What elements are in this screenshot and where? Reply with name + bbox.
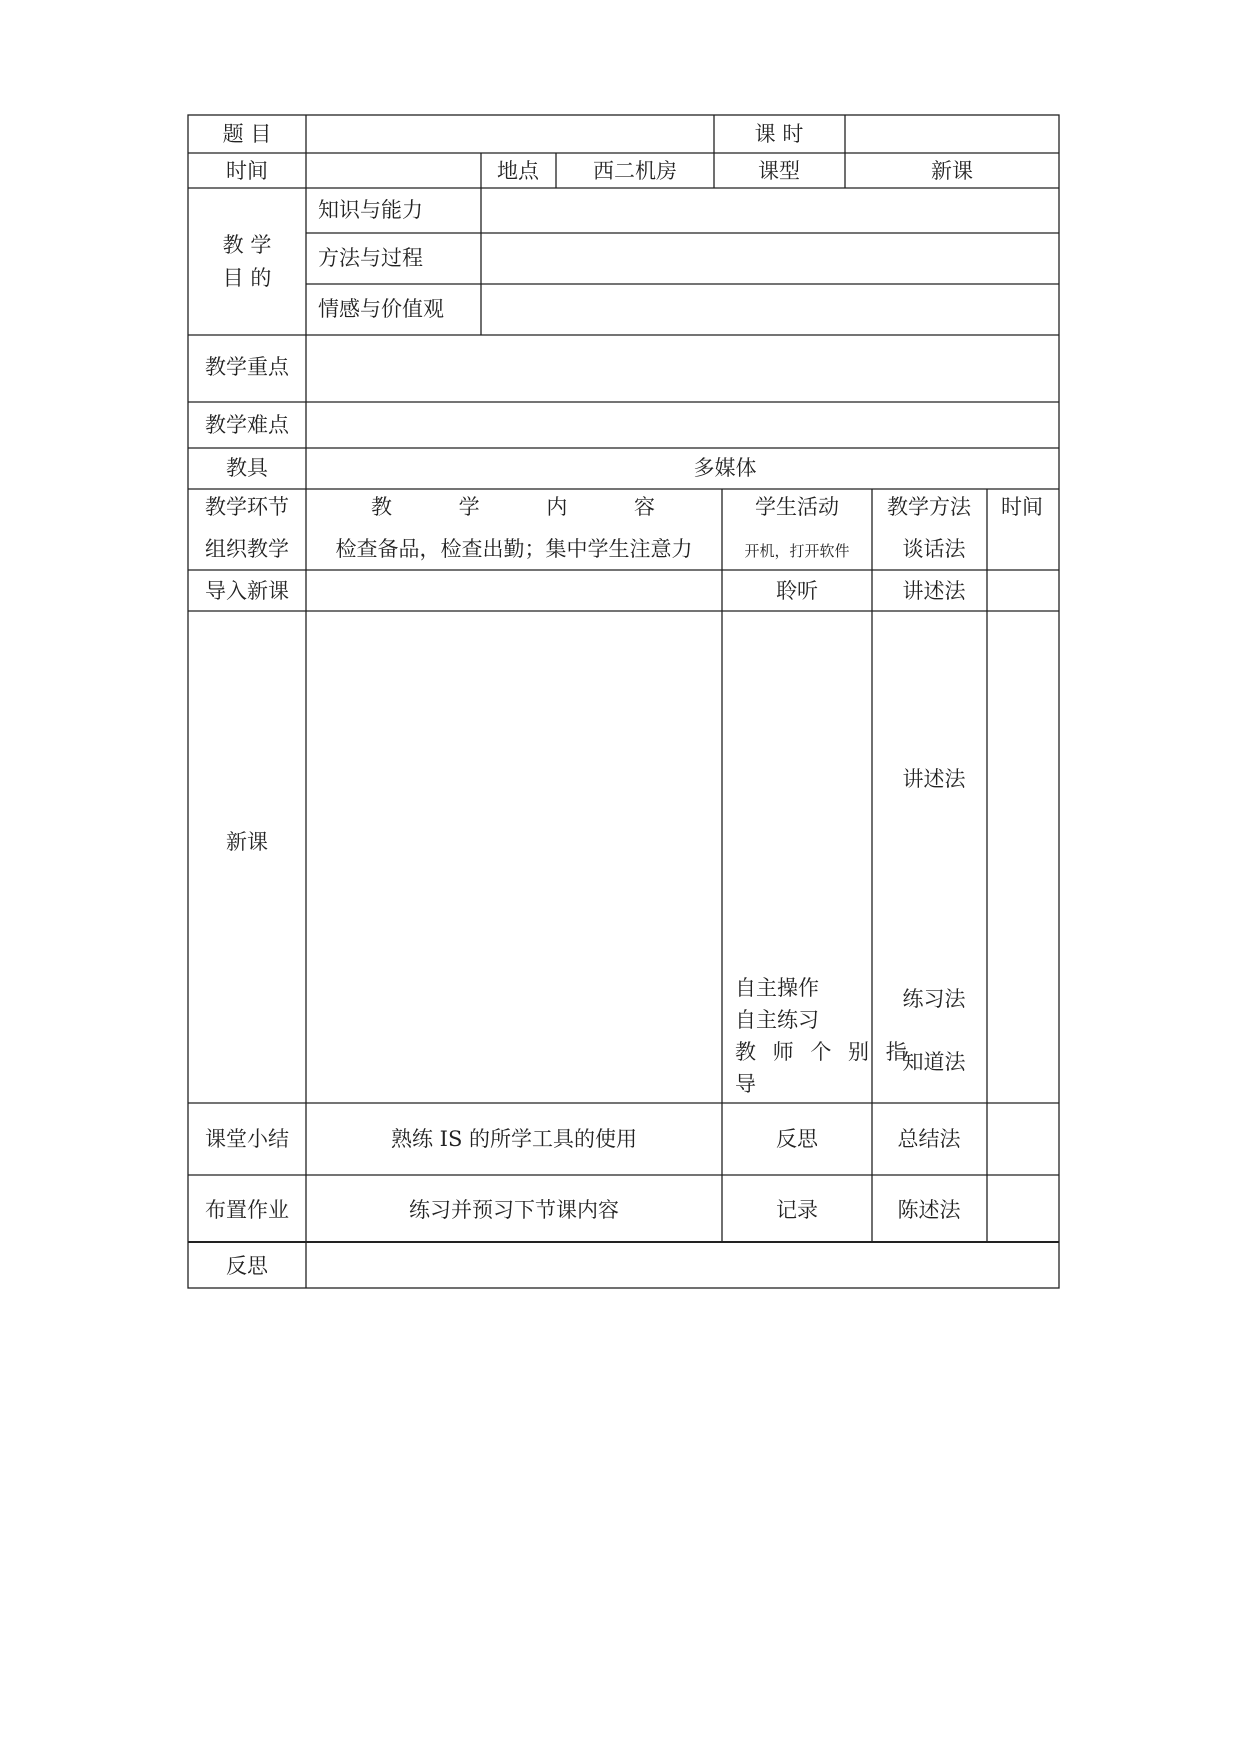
intro-stage: 导入新课 [205, 579, 289, 603]
teaching-aids-label: 教具 [226, 456, 268, 480]
lesson-type-label: 课型 [758, 159, 800, 183]
new-lesson-activity-2: 自主练习 [735, 1008, 819, 1032]
homework-stage: 布置作业 [205, 1198, 289, 1222]
topic-label: 题 目 [222, 122, 272, 146]
homework-activity: 记录 [776, 1198, 818, 1222]
new-lesson-activity-1: 自主操作 [735, 976, 819, 1000]
intro-activity: 聆听 [776, 579, 818, 603]
objective-method: 方法与过程 [318, 246, 423, 270]
new-lesson-method-2: 练习法 [902, 987, 966, 1011]
lesson-hours-label: 课 时 [754, 122, 804, 146]
new-lesson-method-3: 知道法 [902, 1050, 966, 1074]
col-stage: 教学环节 [205, 495, 289, 519]
col-method: 教学方法 [887, 495, 971, 519]
col-time: 时间 [1001, 495, 1043, 519]
organize-stage: 组织教学 [205, 537, 289, 561]
summary-stage: 课堂小结 [205, 1127, 289, 1151]
time-label: 时间 [226, 159, 268, 183]
key-points-label: 教学重点 [205, 355, 289, 379]
organize-content: 检查备品，检查出勤；集中学生注意力 [335, 537, 693, 561]
teaching-aids-value: 多媒体 [693, 456, 757, 480]
reflection-stage: 反思 [226, 1254, 268, 1278]
homework-content: 练习并预习下节课内容 [409, 1198, 619, 1222]
col-content: 教 学 内 容 [370, 495, 686, 519]
summary-content: 熟练 IS 的所学工具的使用 [390, 1127, 638, 1151]
col-student-activity: 学生活动 [755, 495, 839, 519]
objectives-label-line1: 教 学 [222, 233, 272, 257]
objectives-label-line2: 目 的 [222, 266, 272, 290]
lesson-type-value: 新课 [931, 159, 973, 183]
organize-activity: 开机，打开软件 [744, 542, 850, 560]
new-lesson-stage: 新课 [226, 830, 268, 854]
organize-method: 谈话法 [902, 537, 966, 561]
summary-method: 总结法 [897, 1127, 961, 1151]
objective-emotion: 情感与价值观 [318, 297, 444, 321]
location-value: 西二机房 [593, 159, 677, 183]
new-lesson-activity-4: 导 [735, 1072, 756, 1096]
new-lesson-method-1: 讲述法 [902, 767, 966, 791]
location-label: 地点 [497, 159, 539, 183]
summary-activity: 反思 [776, 1127, 818, 1151]
objective-knowledge: 知识与能力 [318, 198, 423, 222]
intro-method: 讲述法 [902, 579, 966, 603]
new-lesson-activity-3: 教 师 个 别 指 [735, 1040, 912, 1064]
homework-method: 陈述法 [897, 1198, 961, 1222]
difficult-points-label: 教学难点 [205, 413, 289, 437]
